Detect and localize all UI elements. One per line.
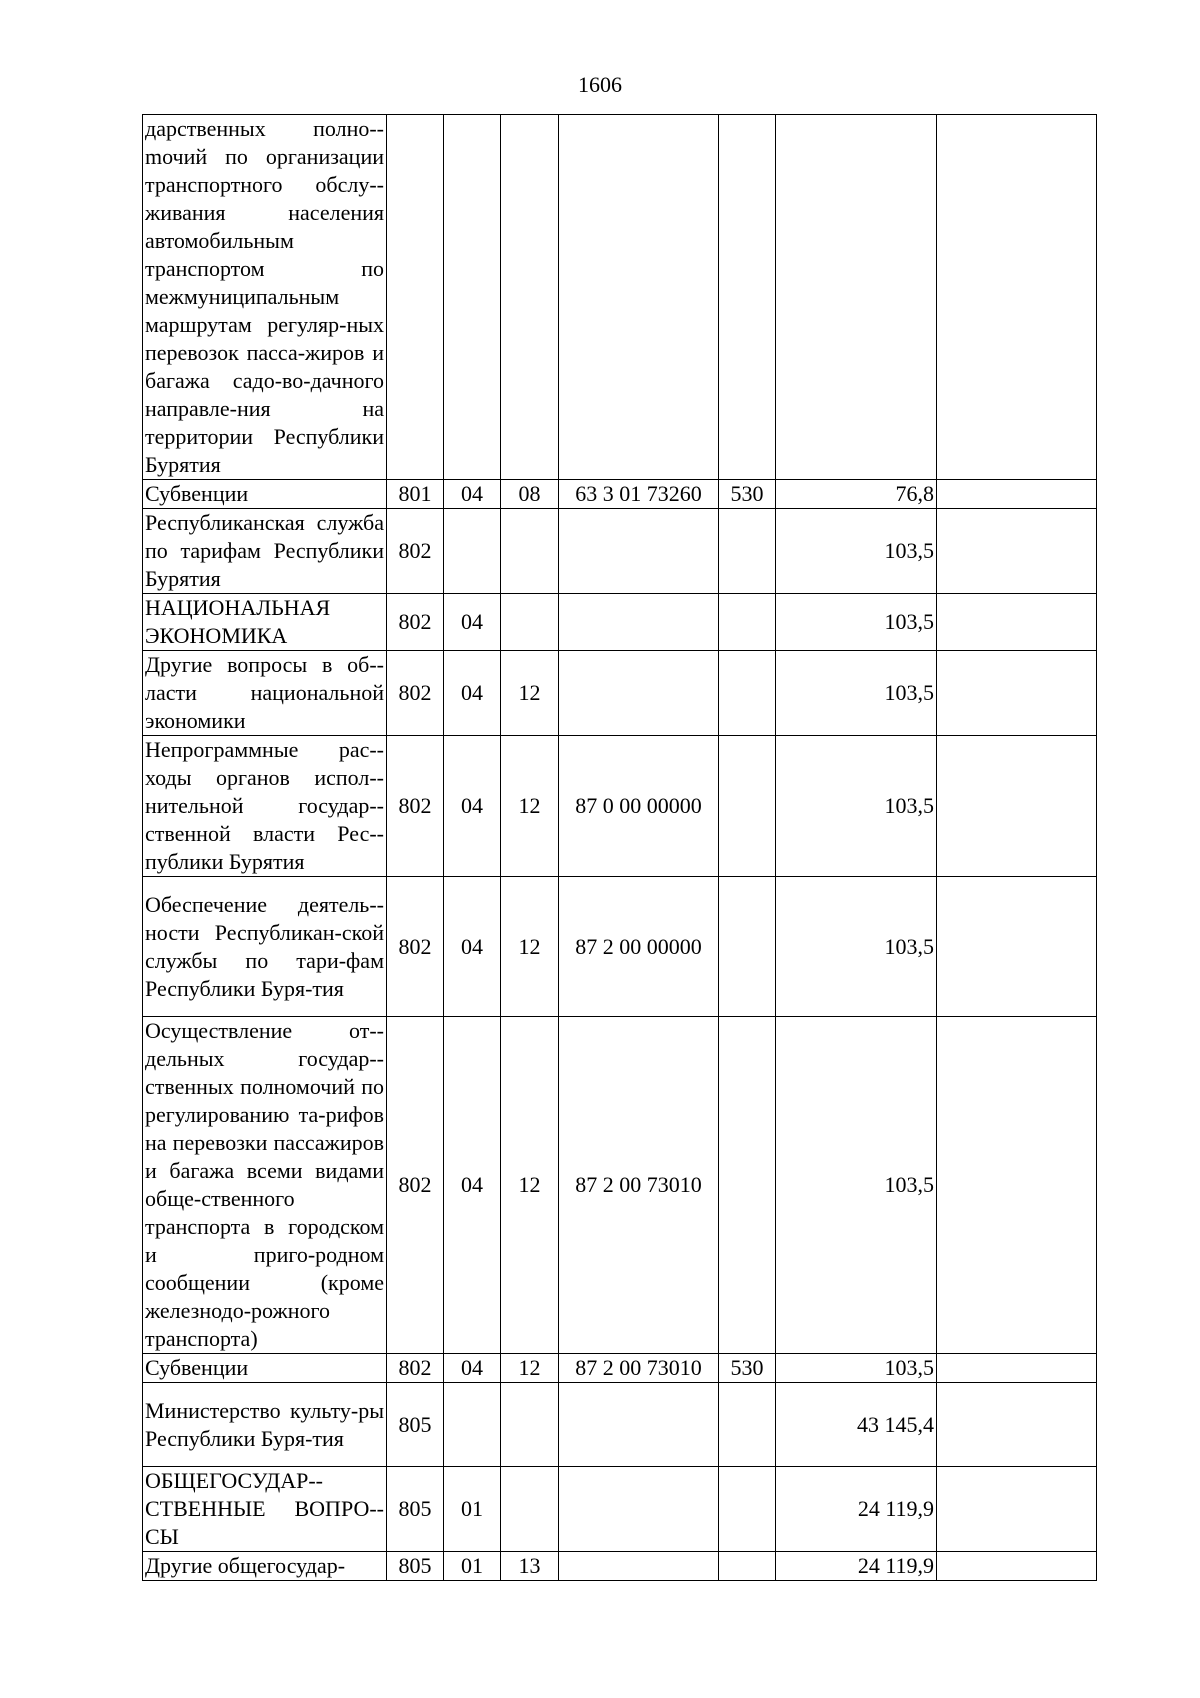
cell-rz: 04 <box>444 1017 501 1354</box>
cell-gr: 802 <box>387 1354 444 1383</box>
cell-gr <box>387 115 444 480</box>
cell-sum2 <box>937 594 1097 651</box>
cell-sum: 103,5 <box>776 594 937 651</box>
cell-gr: 802 <box>387 736 444 877</box>
cell-sum: 24 119,9 <box>776 1467 937 1552</box>
cell-pr: 08 <box>501 480 559 509</box>
cell-name: дарственных полно-mочий по организации транспортного обслу-живания населения автомобильным транспортом по межмуниципальным маршрутам регуляр-ных перевозок пасса-жиров и багажа садо-во-дачного направле-ния на территории Республики Бурятия <box>143 115 387 480</box>
budget-table <box>142 114 1097 1581</box>
cell-vr: 530 <box>719 1354 776 1383</box>
cell-name: ОБЩЕГОСУДАР-СТВЕННЫЕ ВОПРО-СЫ <box>143 1467 387 1552</box>
page-number: 1606 <box>578 72 622 97</box>
cell-rz: 04 <box>444 651 501 736</box>
cell-sum2 <box>937 1017 1097 1354</box>
cell-cs: 87 2 00 73010 <box>559 1017 719 1354</box>
cell-name: Субвенции <box>143 1354 387 1383</box>
cell-gr: 802 <box>387 1017 444 1354</box>
cell-sum2 <box>937 651 1097 736</box>
cell-rz: 04 <box>444 736 501 877</box>
cell-sum: 103,5 <box>776 1017 937 1354</box>
cell-pr: 13 <box>501 1552 559 1581</box>
cell-sum: 103,5 <box>776 651 937 736</box>
cell-cs <box>559 1552 719 1581</box>
cell-cs: 87 0 00 00000 <box>559 736 719 877</box>
cell-sum: 76,8 <box>776 480 937 509</box>
cell-vr <box>719 651 776 736</box>
cell-cs <box>559 1467 719 1552</box>
cell-cs <box>559 651 719 736</box>
cell-rz: 04 <box>444 1354 501 1383</box>
cell-gr: 802 <box>387 594 444 651</box>
cell-rz: 04 <box>444 594 501 651</box>
table-row <box>143 1354 1097 1383</box>
cell-rz <box>444 115 501 480</box>
cell-rz: 01 <box>444 1467 501 1552</box>
cell-cs <box>559 509 719 594</box>
cell-sum2 <box>937 1383 1097 1467</box>
cell-rz <box>444 1383 501 1467</box>
cell-sum: 43 145,4 <box>776 1383 937 1467</box>
cell-sum2 <box>937 480 1097 509</box>
cell-name: Министерство культу-ры Республики Буря-тия <box>143 1383 387 1467</box>
cell-vr <box>719 736 776 877</box>
cell-name: Республиканская служба по тарифам Республики Бурятия <box>143 509 387 594</box>
cell-name: НАЦИОНАЛЬНАЯ ЭКОНОМИКА <box>143 594 387 651</box>
budget-table-body <box>143 115 1097 1581</box>
cell-rz: 04 <box>444 480 501 509</box>
table-row <box>143 509 1097 594</box>
cell-sum: 103,5 <box>776 509 937 594</box>
cell-sum <box>776 115 937 480</box>
cell-gr: 805 <box>387 1383 444 1467</box>
cell-sum2 <box>937 509 1097 594</box>
table-row <box>143 1017 1097 1354</box>
cell-vr <box>719 115 776 480</box>
cell-cs: 63 3 01 73260 <box>559 480 719 509</box>
cell-gr: 805 <box>387 1467 444 1552</box>
cell-sum: 24 119,9 <box>776 1552 937 1581</box>
cell-pr: 12 <box>501 1017 559 1354</box>
cell-name: Другие вопросы в об-ласти национальной экономики <box>143 651 387 736</box>
cell-sum: 103,5 <box>776 877 937 1017</box>
cell-rz <box>444 509 501 594</box>
cell-sum: 103,5 <box>776 736 937 877</box>
cell-vr: 530 <box>719 480 776 509</box>
cell-pr <box>501 1383 559 1467</box>
cell-pr <box>501 1467 559 1552</box>
cell-pr <box>501 594 559 651</box>
cell-gr: 802 <box>387 509 444 594</box>
table-row <box>143 736 1097 877</box>
cell-vr <box>719 1383 776 1467</box>
table-row <box>143 877 1097 1017</box>
cell-name: Другие общегосудар- <box>143 1552 387 1581</box>
cell-pr: 12 <box>501 651 559 736</box>
table-row <box>143 1383 1097 1467</box>
cell-sum2 <box>937 1467 1097 1552</box>
cell-pr: 12 <box>501 736 559 877</box>
cell-sum2 <box>937 877 1097 1017</box>
table-row <box>143 651 1097 736</box>
cell-cs <box>559 1383 719 1467</box>
cell-name: Осуществление от-дельных государ-ственных полномочий по регулированию та-рифов на перевозки пассажиров и багажа всеми видами обще-ственного транспорта в городском и приго-родном сообщении (кроме железнодо-рожного транспорта) <box>143 1017 387 1354</box>
cell-cs: 87 2 00 73010 <box>559 1354 719 1383</box>
cell-cs <box>559 115 719 480</box>
cell-gr: 802 <box>387 877 444 1017</box>
cell-sum2 <box>937 1354 1097 1383</box>
cell-vr <box>719 877 776 1017</box>
cell-vr <box>719 1552 776 1581</box>
cell-cs: 87 2 00 00000 <box>559 877 719 1017</box>
cell-vr <box>719 509 776 594</box>
cell-pr: 12 <box>501 877 559 1017</box>
table-row <box>143 480 1097 509</box>
cell-vr <box>719 1467 776 1552</box>
cell-name: Обеспечение деятель-ности Республикан-ской службы по тари-фам Республики Буря-тия <box>143 877 387 1017</box>
cell-pr <box>501 509 559 594</box>
cell-gr: 801 <box>387 480 444 509</box>
cell-gr: 802 <box>387 651 444 736</box>
cell-cs <box>559 594 719 651</box>
cell-pr <box>501 115 559 480</box>
cell-pr: 12 <box>501 1354 559 1383</box>
cell-vr <box>719 1017 776 1354</box>
cell-rz: 04 <box>444 877 501 1017</box>
cell-name: Непрограммные рас-ходы органов испол-нительной государ-ственной власти Рес-публики Бурятия <box>143 736 387 877</box>
cell-name: Субвенции <box>143 480 387 509</box>
cell-sum2 <box>937 115 1097 480</box>
cell-gr: 805 <box>387 1552 444 1581</box>
table-row <box>143 1467 1097 1552</box>
table-row <box>143 1552 1097 1581</box>
cell-sum2 <box>937 1552 1097 1581</box>
cell-sum: 103,5 <box>776 1354 937 1383</box>
cell-vr <box>719 594 776 651</box>
table-row <box>143 594 1097 651</box>
cell-sum2 <box>937 736 1097 877</box>
table-row <box>143 115 1097 480</box>
cell-rz: 01 <box>444 1552 501 1581</box>
